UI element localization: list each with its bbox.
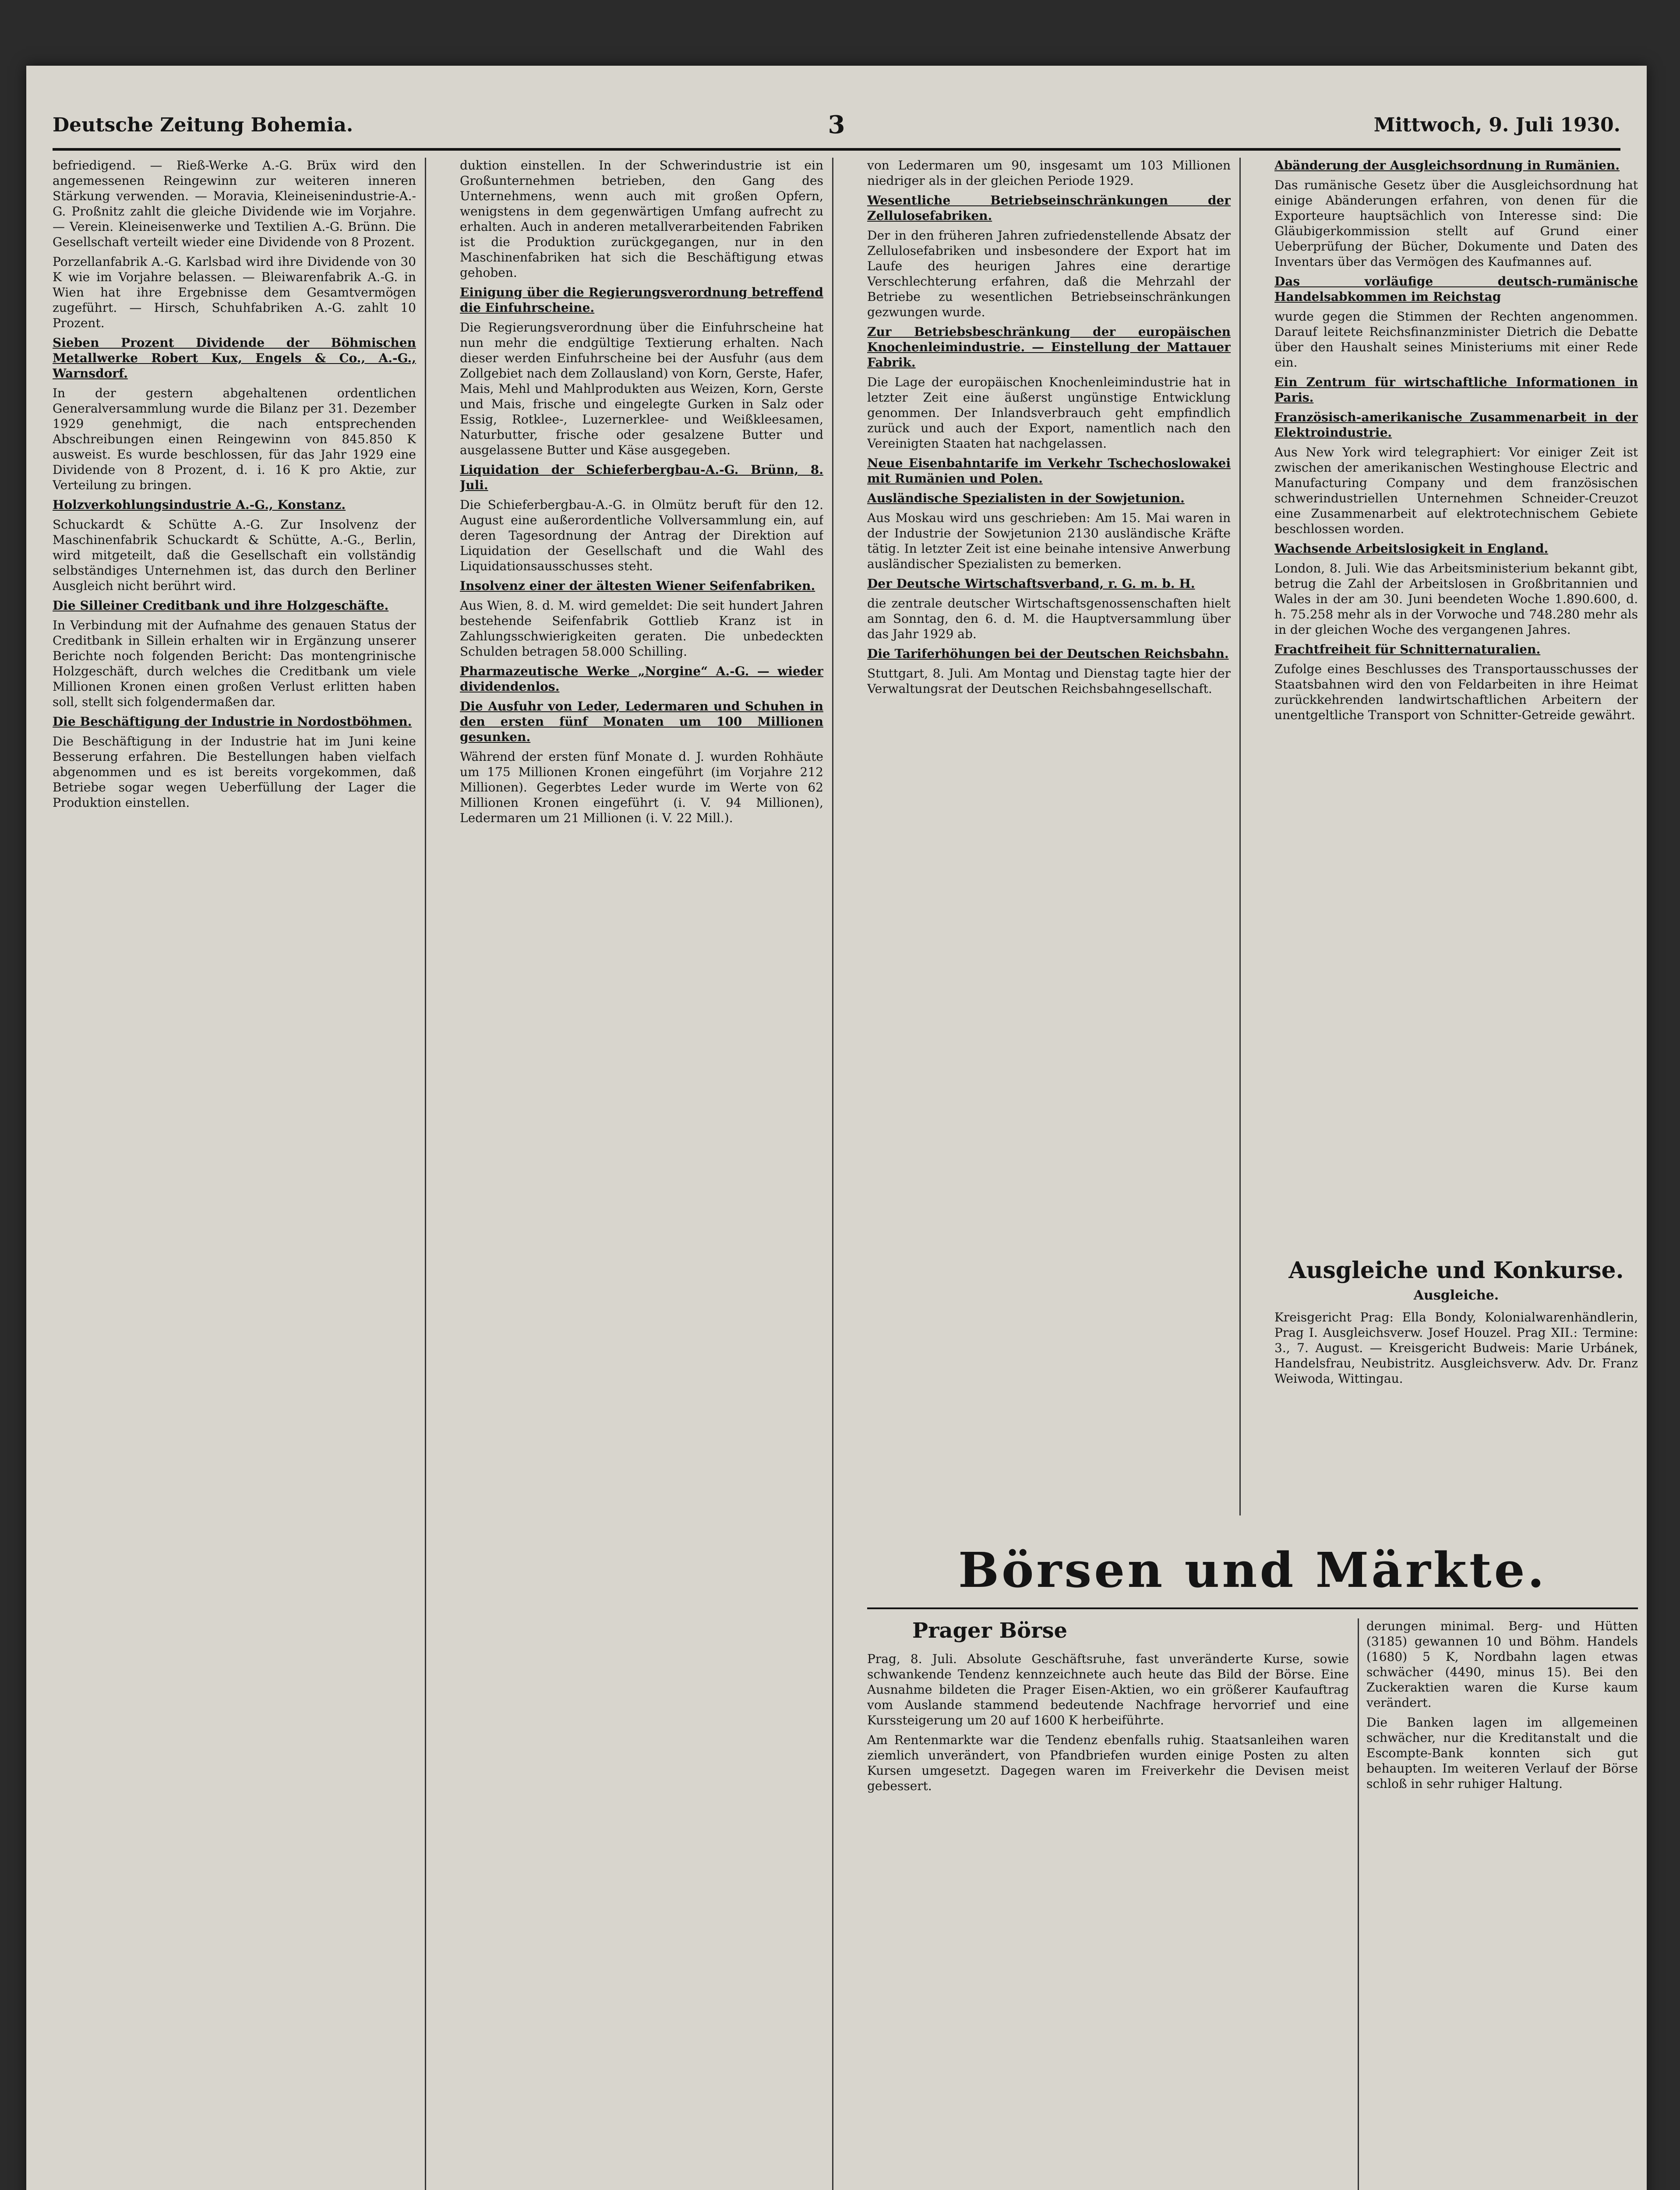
column-1 (53, 158, 416, 2190)
article-paragraph: Die Schieferbergbau-A.-G. in Olmütz beruft für den 12. August eine außerordentliche Vollversammlung ein, auf deren Tagesordnung der Antrag der Direktion auf Liquidation der Gesellschaft und die Wahl des Liquidationsausschusses steht. (460, 498, 823, 573)
newspaper-page (26, 66, 1647, 2190)
article-paragraph: Während der ersten fünf Monate d. J. wurden Rohhäute um 175 Millionen Kronen eingeführt (im Vorjahre 212 Millionen). Gegerbtes Leder wurde im Werte von 62 Millionen Kronen eingeführt (i. V. 94 Millionen), Ledermaren um 21 Millionen (i. V. 22 Mill.). (460, 749, 823, 825)
paper-name: Deutsche Zeitung Bohemia. (53, 114, 353, 136)
article-paragraph: Die Lage der europäischen Knochenleimindustrie hat in letzter Zeit eine äußerst ungünstige Entwicklung genommen. Der Inlandsverbrauch geht empfindlich zurück und auch der Export, namentlich nach den Vereinigten Staaten hat nachgelassen. (867, 375, 1231, 451)
article-heading: Sieben Prozent Dividende der Böhmischen Metallwerke Robert Kux, Engels & Co., A.-G., Warnsdorf. (53, 336, 416, 381)
article-paragraph: Am Rentenmarkte war die Tendenz ebenfalls ruhig. Staatsanleihen waren ziemlich unverändert, von Pfandbriefen wurden einige Posten zu alten Kursen umgesetzt. Dagegen waren im Freiverkehr die Devisen meist gebessert. (867, 1733, 1349, 1793)
ausgleiche-subheading: Ausgleiche. (1413, 1288, 1499, 1303)
article-heading: Die Silleiner Creditbank und ihre Holzgeschäfte. (53, 598, 389, 613)
article-paragraph: London, 8. Juli. Wie das Arbeitsministerium bekannt gibt, betrug die Zahl der Arbeitslosen in Großbritannien und Wales in der am 30. Juni beendeten Woche 1.890.600, d. h. 75.258 mehr als in der Vorwoche und 748.280 mehr als in der gleichen Woche des vergangenen Jahres. (1274, 561, 1638, 637)
column-divider (1358, 1618, 1359, 2190)
article-paragraph: Zufolge eines Beschlusses des Transportausschusses der Staatsbahnen wird den von Feldarbeiten in ihre Heimat zurückkehrenden landwirtschaftlichen Arbeitern der unentgeltliche Transport von Schnitter-Getreide gewährt. (1274, 662, 1638, 722)
article-heading: Pharmazeutische Werke „Norgine“ A.-G. — wieder dividendenlos. (460, 664, 823, 694)
article-heading: Zur Betriebsbeschränkung der europäischen Knochenleimindustrie. — Einstellung der Mattauer Fabrik. (867, 325, 1231, 370)
article-paragraph: Der in den früheren Jahren zufriedenstellende Absatz der Zellulosefabriken und insbesondere der Export hat im Laufe des heurigen Jahres eine derartige Verschlechterung erfahren, daß die Mehrzahl der Betriebe zu wesentlichen Betriebseinschränkungen gezwungen wurde. (867, 228, 1231, 319)
article-paragraph: duktion einstellen. In der Schwerindustrie ist ein Großunternehmen betrieben, den Gang des Unternehmens, wenn auch mit großen Opfern, wenigstens in dem gegenwärtigen Umfang aufrecht zu erhalten. Auch in anderen metallverarbeitenden Fabriken ist die Produktion zurückgegangen, nur in den Maschinenfabriken hat sich die Beschäftigung etwas gehoben. (460, 158, 823, 280)
issue-date: Mittwoch, 9. Juli 1930. (1373, 114, 1620, 136)
article-heading: Wachsende Arbeitslosigkeit in England. (1274, 541, 1549, 556)
article-heading: Ausländische Spezialisten in der Sowjetunion. (867, 491, 1185, 505)
boersen-heading: Börsen und Märkte. (958, 1542, 1547, 1598)
article-paragraph: Die Regierungsverordnung über die Einfuhrscheine hat nun mehr die endgültige Textierung erhalten. Nach dieser werden Einfuhrscheine bei der Ausfuhr (aus dem Zollgebiet nach dem Zollausland) von Korn, Gerste, Hafer, Mais, Mehl und Mahlprodukten aus Weizen, Korn, Gerste und Mais, frische und eingelegte Gurken in Salz oder Essig, Rotklee-, Luzernerklee- und Weißkleesamen, Naturbutter, frische oder gesalzene Butter und ausgelassene Butter und Käse ausgegeben. (460, 320, 823, 457)
article-paragraph: wurde gegen die Stimmen der Rechten angenommen. Darauf leitete Reichsfinanzminister Dietrich die Debatte über den Haushalt seines Ministeriums mit einer Rede ein. (1274, 309, 1638, 370)
column-2 (460, 158, 823, 2190)
article-paragraph: Kreisgericht Prag: Ella Bondy, Kolonialwarenhändlerin, Prag I. Ausgleichsverw. Josef Houzel. Prag XII.: Termine: 3., 7. August. — Kreisgericht Budweis: Marie Urbánek, Handelsfrau, Neubistritz. Ausgleichsverw. Adv. Dr. Franz Weiwoda, Wittingau. (1274, 1310, 1638, 1386)
prager-boerse-column (867, 1651, 1349, 2190)
article-heading: Ein Zentrum für wirtschaftliche Informationen in Paris. (1274, 375, 1638, 405)
article-paragraph: befriedigend. — Rieß-Werke A.-G. Brüx wird den angemessenen Reingewinn zur weiteren inneren Stärkung verwenden. — Moravia, Kleineisenindustrie-A.-G. Proßnitz zahlt die gleiche Dividende wie im Vorjahre. — Verein. Kleineisenwerke und Textilien A.-G. Brünn. Die Gesellschaft verteilt wieder eine Dividende von 8 Prozent. (53, 158, 416, 249)
article-paragraph: Porzellanfabrik A.-G. Karlsbad wird ihre Dividende von 30 K wie im Vorjahre belassen. — Bleiwarenfabrik A.-G. in Wien hat ihre Ergebnisse dem Gesamtvermögen zugeführt. — Hirsch, Schuhfabriken A.-G. zahlt 10 Prozent. (53, 254, 416, 330)
article-heading: Einigung über die Regierungsverordnung betreffend die Einfuhrscheine. (460, 285, 823, 315)
article-paragraph: In Verbindung mit der Aufnahme des genauen Status der Creditbank in Sillein erhalten wir in Ergänzung unserer Berichte noch folgenden Bericht: Das montengrinische Holzgeschäft, durch welches die Creditbank um viele Millionen Kronen einen großen Verlust erlitten haben soll, stellt sich folgendermaßen dar. (53, 618, 416, 709)
article-paragraph: Stuttgart, 8. Juli. Am Montag und Dienstag tagte hier der Verwaltungsrat der Deutschen Reichsbahngesellschaft. (867, 666, 1231, 696)
article-paragraph: Aus New York wird telegraphiert: Vor einiger Zeit ist zwischen der amerikanischen Westinghouse Electric and Manufacturing Company und dem französischen schwerindustriellen Unternehmen Schneider-Creuzot eine Zusammenarbeit auf elektrotechnischem Gebiete beschlossen worden. (1274, 445, 1638, 536)
article-heading: Wesentliche Betriebseinschränkungen der Zellulosefabriken. (867, 193, 1231, 223)
article-heading: Liquidation der Schieferbergbau-A.-G. Brünn, 8. Juli. (460, 463, 823, 492)
article-paragraph: Schuckardt & Schütte A.-G. Zur Insolvenz der Maschinenfabrik Schuckardt & Schütte, A.-G., Berlin, wird mitgeteilt, daß die Gesellschaft ein vollständig selbständiges Unternehmen ist, das durch den Berliner Ausgleich nicht berührt wird. (53, 517, 416, 593)
ausgleiche-list (1274, 1310, 1638, 1459)
article-heading: Neue Eisenbahntarife im Verkehr Tschechoslowakei mit Rumänien und Polen. (867, 456, 1231, 486)
article-heading: Die Beschäftigung der Industrie in Nordostböhmen. (53, 714, 412, 729)
boersen-rule (867, 1607, 1638, 1609)
article-heading: Insolvenz einer der ältesten Wiener Seifenfabriken. (460, 579, 815, 593)
article-heading: Der Deutsche Wirtschaftsverband, r. G. m. b. H. (867, 576, 1195, 591)
article-heading: Die Ausfuhr von Leder, Ledermaren und Schuhen in den ersten fünf Monaten um 100 Millionen gesunken. (460, 699, 823, 744)
ausgleiche-heading: Ausgleiche und Konkurse. (1288, 1257, 1624, 1284)
article-paragraph: Die Beschäftigung in der Industrie hat im Juni keine Besserung erfahren. Die Bestellungen haben vielfach abgenommen und es ist bereits vorgekommen, daß Betriebe sogar wegen Ueberfüllung der Lager die Produktion einstellen. (53, 734, 416, 810)
article-heading: Französisch-amerikanische Zusammenarbeit in der Elektroindustrie. (1274, 410, 1638, 440)
article-paragraph: Aus Moskau wird uns geschrieben: Am 15. Mai waren in der Industrie der Sowjetunion 2130 ausländische Kräfte tätig. In letzter Zeit ist eine beinahe intensive Anwerbung ausländischer Spezialisten zu bemerken. (867, 511, 1231, 571)
article-paragraph: Das rumänische Gesetz über die Ausgleichsordnung hat einige Abänderungen erfahren, von denen für die Exporteure hauptsächlich von Interesse sind: Die Gläubigerkommission stellt auf Grund einer Ueberprüfung der Bücher, Dokumente und Daten des Inventars über das Vermögen des Kaufmannes auf. (1274, 178, 1638, 269)
article-heading: Frachtfreiheit für Schnitternaturalien. (1274, 642, 1541, 657)
article-paragraph: Die Banken lagen im allgemeinen schwächer, nur die Kreditanstalt und die Escompte-Bank konnten sich gut behaupten. Im weiteren Verlauf der Börse schloß in sehr ruhiger Haltung. (1366, 1715, 1638, 1791)
column-divider (832, 158, 833, 2190)
page-number: 3 (828, 110, 845, 139)
market-report-column (1366, 1618, 1638, 2190)
article-heading: Die Tariferhöhungen bei der Deutschen Reichsbahn. (867, 646, 1229, 661)
article-paragraph: Aus Wien, 8. d. M. wird gemeldet: Die seit hundert Jahren bestehende Seifenfabrik Gottlieb Kranz ist in Zahlungsschwierigkeiten geraten. Die unbedeckten Schulden betragen 58.000 Schilling. (460, 598, 823, 659)
prager-boerse-heading: Prager Börse (912, 1618, 1068, 1643)
column-divider (425, 158, 426, 2190)
article-paragraph: die zentrale deutscher Wirtschaftsgenossenschaften hielt am Sonntag, den 6. d. M. die Hauptversammlung über das Jahr 1929 ab. (867, 596, 1231, 641)
article-heading: Das vorläufige deutsch-rumänische Handelsabkommen im Reichstag (1274, 274, 1638, 304)
masthead-rule (53, 148, 1620, 151)
column-3 (867, 158, 1231, 1218)
column-4 (1274, 158, 1638, 1218)
masthead (53, 110, 1620, 145)
article-paragraph: Prag, 8. Juli. Absolute Geschäftsruhe, fast unveränderte Kurse, sowie schwankende Tendenz kennzeichnete auch heute das Bild der Börse. Eine Ausnahme bildeten die Prager Eisen-Aktien, wo ein größerer Kaufauftrag vom Auslande stammend bedeutende Nachfrage hervorrief und eine Kurssteigerung um 20 auf 1600 K herbeiführte. (867, 1652, 1349, 1727)
article-paragraph: In der gestern abgehaltenen ordentlichen Generalversammlung wurde die Bilanz per 31. Dezember 1929 genehmigt, die nach entsprechenden Abschreibungen einen Reingewinn von 845.850 K ausweist. Es wurde beschlossen, für das Jahr 1929 eine Dividende von 8 Prozent, d. i. 16 K pro Aktie, zur Verteilung zu bringen. (53, 386, 416, 492)
article-heading: Abänderung der Ausgleichsordnung in Rumänien. (1274, 158, 1620, 173)
article-paragraph: von Ledermaren um 90, insgesamt um 103 Millionen niedriger als in der gleichen Periode 1929. (867, 158, 1231, 188)
column-divider (1239, 158, 1241, 1515)
article-heading: Holzverkohlungsindustrie A.-G., Konstanz. (53, 498, 346, 512)
article-paragraph: derungen minimal. Berg- und Hütten (3185) gewannen 10 und Böhm. Handels (1680) 5 K, Nordbahn lagen etwas schwächer (4490, minus 15). Bei den Zuckeraktien waren die Kurse kaum verändert. (1366, 1619, 1638, 1710)
